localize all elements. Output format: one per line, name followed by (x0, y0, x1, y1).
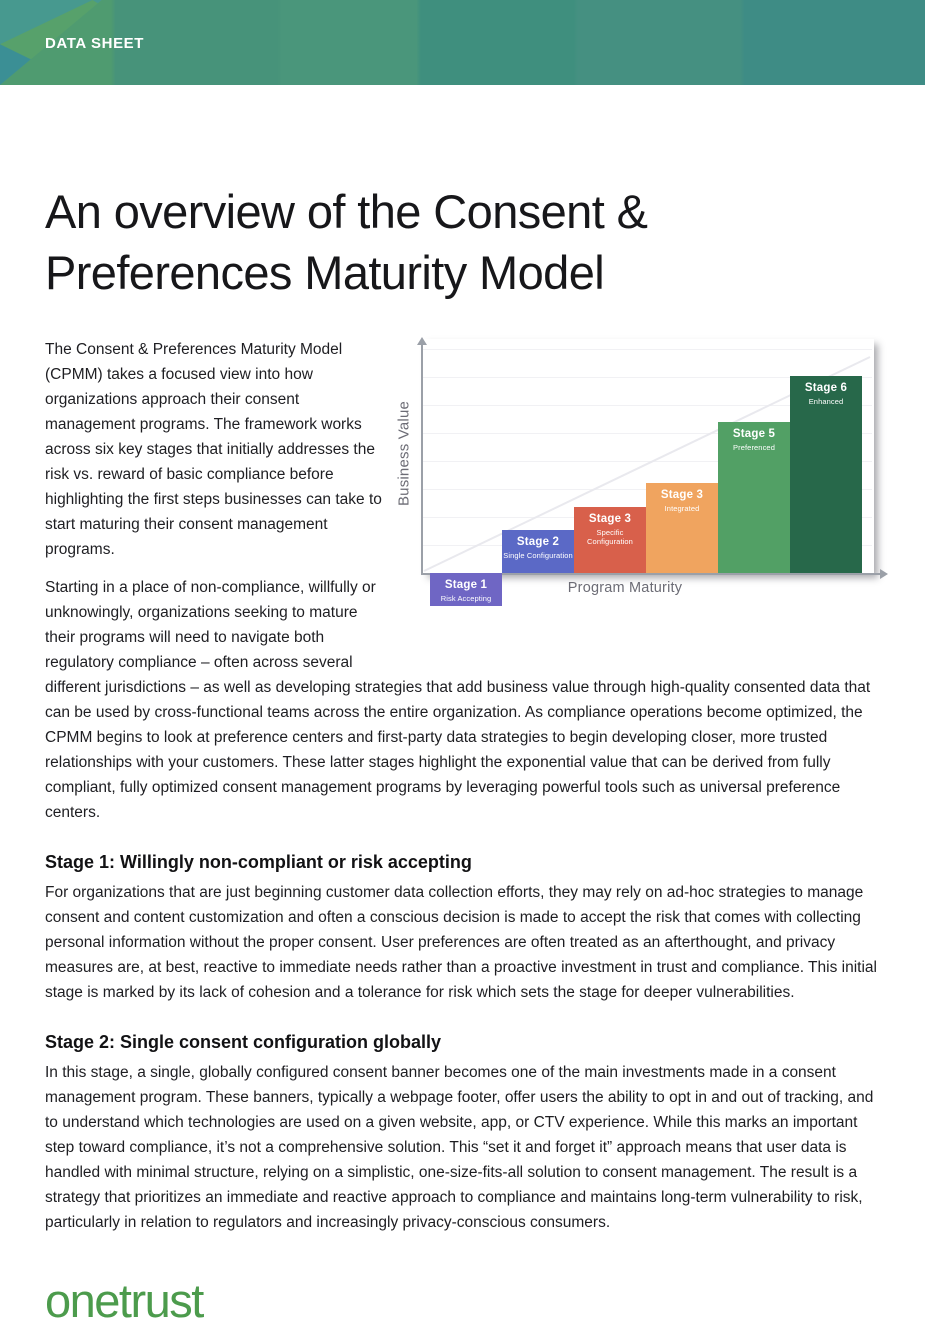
bar-label: Stage 3 (660, 489, 704, 502)
stage-1-paragraph: For organizations that are just beginning customer data collection efforts, they may rely on ad-hoc strategies to manage consent and content customization and often a conscious decision is made to accept the risk that comes with collecting personal information without the proper consent. User preferences are often treated as an afterthought, and privacy measures are, at best, reactive to immediate needs rather than a proactive investment in trust and compliance. This initial stage is marked by its lack of cohesion and a tolerance for risk which sets the stage for deeper vulnerabilities. (45, 884, 877, 1002)
x-axis-arrow-icon (880, 569, 888, 579)
bar-label: Stage 5 (732, 427, 776, 440)
stage-2-paragraph: In this stage, a single, globally configured consent banner becomes one of the main investments made in a consent management program. These banners, typically a webpage footer, offer users the ability to opt in and out of tracking, and to understand which technologies are used on a given website, app, or CTV experience. While this marks an important step toward compliance, it’s not a comprehensive solution. This “set it and forget it” approach means that user data is handled with minimal structure, relying on a simplistic, one-size-fits-all solution to consent management. The result is a strategy that prioritizes an immediate and reactive approach to compliance and maintains long-term vulnerability to risk, particularly in relation to regulators and increasingly privacy-conscious consumers. (45, 1064, 874, 1232)
bar-sublabel: Single Configuration (503, 550, 573, 560)
bar-sublabel: Integrated (664, 504, 700, 514)
chart-bar-stage-4 (646, 483, 718, 573)
doc-type-label: DATA SHEET (45, 35, 145, 52)
stage-2-heading: Stage 2: Single consent configuration globally (45, 1032, 442, 1053)
bar-sublabel: Specific Configuration (587, 528, 633, 547)
intro-paragraph-1: The Consent & Preferences Maturity Model (CPMM) takes a focused view into how organizations approach their consent management programs. The framework works across six key stages that initially addresses the risk vs. reward of basic compliance before highlighting the first steps businesses can take to start maturing their consent management programs. (45, 341, 382, 559)
bar-label: Stage 2 (516, 535, 560, 548)
chart-bar-stage-5 (718, 422, 790, 574)
bar-sublabel: Preferenced (733, 442, 775, 452)
stage-2-section (45, 1032, 880, 1235)
intro-paragraph-2: Starting in a place of non-compliance, willfully or unknowingly, organizations seeking to mature their programs will need to navigate both regulatory compliance – often across several different jurisdictions – as well as developing strategies that add business value through high-quality consented data that can be used by cross-functional teams across the entire organization. As compliance operations become optimized, the CPMM begins to look at preference centers and first-party data strategies to begin developing closer, more trusted relationships with your customers. These latter stages highlight the exponential value that can be derived from fully compliant, fully optimized consent management programs by leveraging powerful tools such as universal preference centers. (45, 579, 871, 822)
chart-bar-stage-2 (502, 530, 574, 573)
bar-label: Stage 6 (804, 381, 848, 394)
content-area (45, 337, 880, 1328)
page-body (0, 181, 925, 1328)
y-axis-arrow-icon (417, 337, 427, 345)
header-banner (0, 0, 925, 85)
bar-sublabel: Enhanced (808, 396, 844, 406)
stage-1-heading: Stage 1: Willingly non-compliant or risk accepting (45, 852, 472, 873)
chart-bar-stage-3 (574, 507, 646, 573)
stage-1-section (45, 852, 880, 1005)
chart-y-axis-label: Business Value (395, 401, 413, 507)
onetrust-logo: onetrust (45, 1274, 203, 1328)
bar-label: Stage 1 (444, 579, 488, 592)
chart-bar-stage-1 (430, 573, 502, 606)
chart-y-axis (421, 344, 423, 575)
page-title: An overview of the Consent & Preferences Maturity Model (45, 185, 648, 300)
bar-sublabel: Risk Accepting (440, 594, 492, 604)
bar-label: Stage 3 (588, 513, 632, 526)
maturity-model-chart (396, 337, 880, 653)
chart-bar-stage-6 (790, 376, 862, 573)
chart-x-axis-label: Program Maturity (567, 580, 683, 597)
